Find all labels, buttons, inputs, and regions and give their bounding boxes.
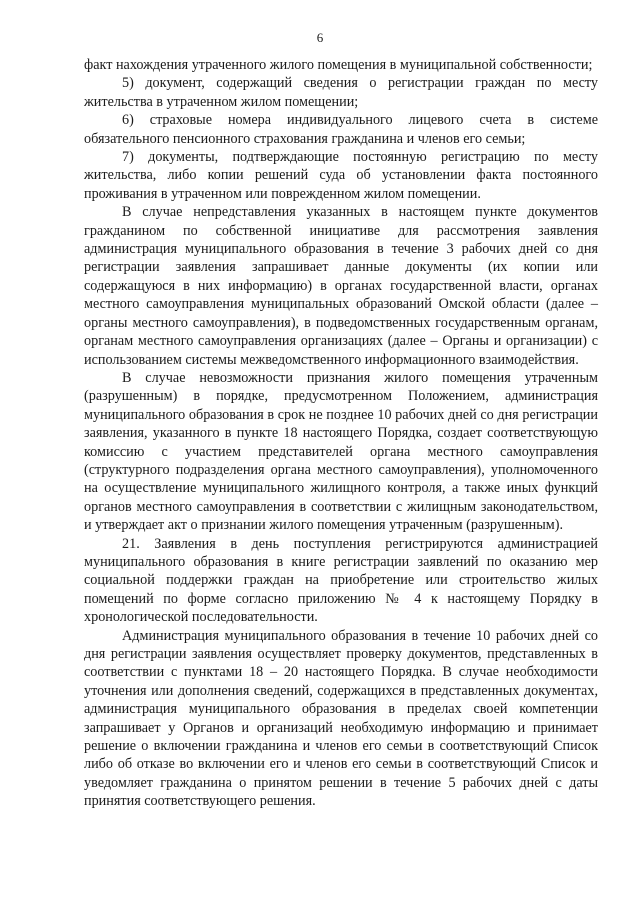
paragraph-document-check: Администрация муниципального образования в течение 10 рабочих дней со дня регистрации заявления осуществляет проверку документов, представленных в соответствии с пунктами 18 – 20 настоящего Порядка. В случае необходимости уточнения или дополнения сведений, содержащихся в представленных документах, администрация муниципального образования в пределах своей компетенции запрашивает у Органов и организаций необходимую информацию и принимает решение о включении гражданина и членов его семьи в соответствующий Список либо об отказе во включении его и членов его семьи в соответствующий Список и уведомляет гражданина о принятом решении в течение 5 рабочих дней с даты принятия соответствующего решения. <box>84 627 598 810</box>
paragraph-item-6: 6) страховые номера индивидуального лицевого счета в системе обязательного пенсионного страхования гражданина и членов его семьи; <box>84 112 598 147</box>
paragraph-21-registration: 21. Заявления в день поступления регистрируются администрацией муниципального образования в книге регистрации заявлений по оказанию мер социальной поддержки граждан на приобретение или строительство жилых помещений по форме согласно приложению № 4 к настоящему Порядку в хронологической последовательности. <box>84 535 598 626</box>
paragraph-interagency-request: В случае непредставления указанных в настоящем пункте документов гражданином по собственной инициативе для рассмотрения заявления администрация муниципального образования в течение 3 рабочих дней со дня регистрации заявления запрашивает данные документы (их копии или содержащуюся в них информацию) в органах государственной власти, органах местного самоуправления муниципальных образований Омской области (далее – органы местного самоуправления), в подведомственных государственным органам, органам местного самоуправления организациях (далее – Органы и организации) с использованием системы межведомственного информационного взаимодействия. <box>84 204 598 368</box>
paragraph-item-5: 5) документ, содержащий сведения о регистрации граждан по месту жительства в утраченном жилом помещении; <box>84 75 598 110</box>
paragraph-commission: В случае невозможности признания жилого помещения утраченным (разрушенным) в порядке, предусмотренном Положением, администрация муниципального образования в срок не позднее 10 рабочих дней со дня регистрации заявления, указанного в пункте 18 настоящего Порядка, создает соответствующую комиссию с участием представителей органа местного самоуправления (структурного подразделения органа местного самоуправления), уполномоченного на осуществление муниципального жилищного контроля, а также иных функций органов местного самоуправления в соответствии с жилищным законодательством, и утверждает акт о признании жилого помещения утраченным (разрушенным). <box>84 369 598 534</box>
paragraph-continuation: факт нахождения утраченного жилого помещения в муниципальной собственности; <box>84 57 593 73</box>
paragraph-item-7: 7) документы, подтверждающие постоянную регистрацию по месту жительства, либо копии решений суда об установлении факта постоянного проживания в утраченном или поврежденном жилом помещении. <box>84 149 598 202</box>
document-body <box>84 56 598 811</box>
page-number: 6 <box>316 30 324 45</box>
